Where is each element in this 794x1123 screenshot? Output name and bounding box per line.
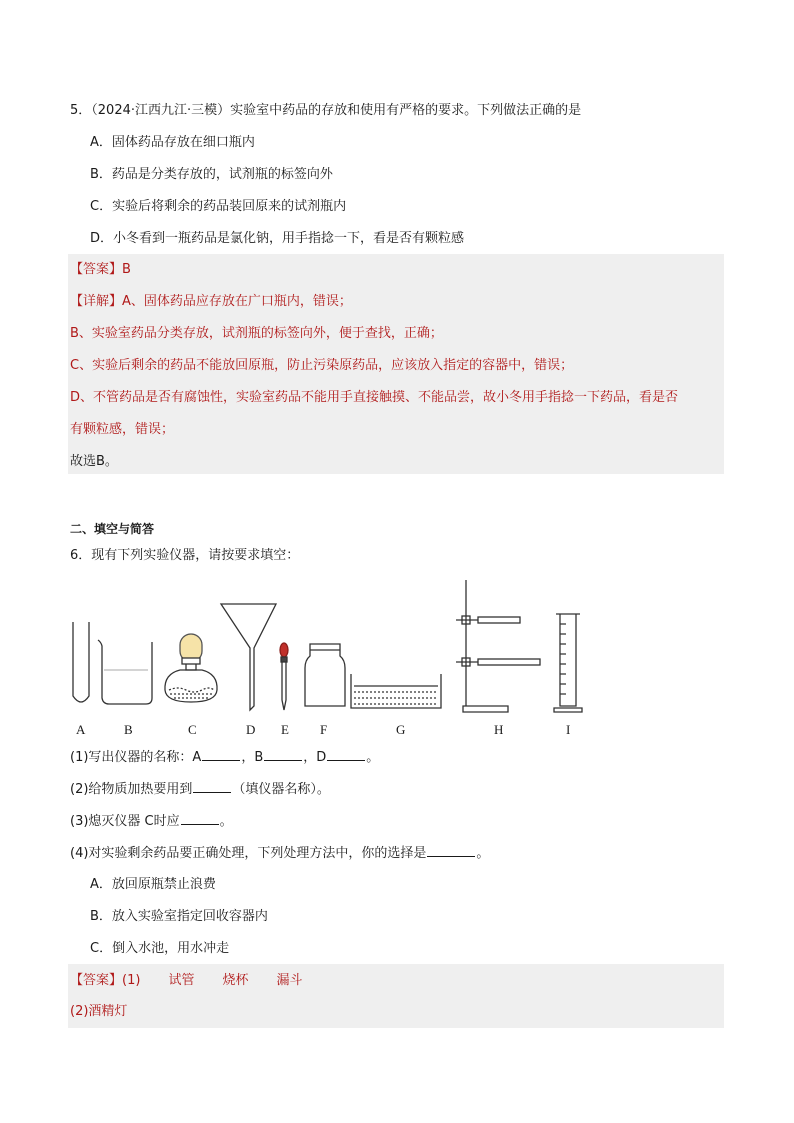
apparatus-figure: [68, 574, 588, 744]
blank-b[interactable]: [264, 748, 302, 761]
q6-sub4: [70, 844, 489, 864]
sub2-text-a: (2)给物质加热要用到: [70, 782, 193, 797]
answer-tag: 【答案】: [70, 262, 123, 277]
figure-label-a: A: [76, 722, 86, 737]
q5-detail-line-4: D、不管药品是否有腐蚀性，实验室药品不能用手直接触摸、不能品尝，故小冬用手指捻一下药品，看是否: [70, 390, 679, 405]
figure-label-f: F: [320, 722, 328, 737]
alcohol-lamp-icon: [165, 634, 217, 702]
q5-detail-line-5: 有颗粒感，错误；: [70, 422, 175, 437]
figure-label-c: C: [188, 722, 197, 737]
q5-option-c: C．实验后将剩余的药品装回原来的试剂瓶内: [90, 199, 347, 214]
blank-heating[interactable]: [193, 780, 231, 793]
figure-label-g: G: [396, 722, 406, 737]
q5-option-d: D．小冬看到一瓶药品是氯化钠，用手指捻一下，看是否有颗粒感: [90, 231, 465, 246]
sub1-text-a: (1)写出仪器的名称：A: [70, 750, 202, 765]
blank-choice[interactable]: [427, 844, 475, 857]
q6-answer-2: (2)酒精灯: [70, 1004, 128, 1019]
sub1-text-c: ，D: [303, 750, 327, 765]
sub4-end: 。: [476, 846, 490, 861]
sub1-text-b: ，B: [241, 750, 264, 765]
detail-text: A、固体药品应存放在广口瓶内，错误；: [122, 294, 352, 309]
answer-item: 烧杯: [222, 973, 249, 988]
q5-detail-line-3: C、实验后剩余的药品不能放回原瓶，防止污染原药品，应该放入指定的容器中，错误；: [70, 358, 574, 373]
answer-item: 试管: [168, 973, 195, 988]
q6-option-c: C．倒入水池，用水冲走: [90, 941, 230, 956]
figure-label-b: B: [124, 722, 133, 737]
q5-detail-line-1: [70, 292, 352, 312]
q5-answer: [70, 260, 131, 280]
water-trough-icon: [351, 674, 441, 708]
q5-option-a: A．固体药品存放在细口瓶内: [90, 135, 255, 150]
sub3-text-a: (3)熄灭仪器 C时应: [70, 814, 180, 829]
q5-option-b: B．药品是分类存放的，试剂瓶的标签向外: [90, 167, 333, 182]
sub4-text-a: (4)对实验剩余药品要正确处理，下列处理方法中，你的选择是: [70, 846, 427, 861]
detail-tag: 【详解】: [70, 294, 123, 309]
figure-label-h: H: [494, 722, 504, 737]
blank-d[interactable]: [327, 748, 365, 761]
q6-option-b: B．放入实验室指定回收容器内: [90, 909, 268, 924]
q5-conclusion: 故选B。: [70, 454, 118, 469]
graduated-cylinder-icon: [554, 614, 582, 712]
iron-stand-icon: [456, 580, 540, 712]
test-tube-icon: [73, 622, 89, 702]
funnel-icon: [221, 604, 276, 710]
q6-sub2: [70, 780, 330, 800]
sub3-end: 。: [219, 814, 233, 829]
dropper-icon: [280, 643, 288, 710]
sub2-text-b: （填仪器名称）。: [232, 782, 330, 797]
q6-sub1: [70, 748, 379, 768]
blank-a[interactable]: [202, 748, 240, 761]
figure-label-d: D: [246, 722, 256, 737]
q6-stem: 6．现有下列实验仪器，请按要求填空：: [70, 548, 300, 563]
beaker-icon: [98, 640, 152, 704]
q5-detail-line-2: B、实验室药品分类存放，试剂瓶的标签向外，便于查找，正确；: [70, 326, 443, 341]
reagent-bottle-icon: [305, 644, 345, 706]
q5-stem: 5．（2024·江西九江·三模）实验室中药品的存放和使用有严格的要求。下列做法正确的是: [70, 103, 582, 118]
q6-sub3: [70, 812, 233, 832]
figure-label-e: E: [281, 722, 289, 737]
answer-part-1: (1): [122, 973, 141, 988]
figure-label-i: I: [566, 722, 571, 737]
blank-extinguish[interactable]: [181, 812, 219, 825]
section-title: 二、填空与简答: [70, 522, 155, 536]
answer-value: B: [122, 262, 131, 277]
answer-item: 漏斗: [276, 973, 303, 988]
sub1-end: 。: [366, 750, 380, 765]
q6-answer-1: [70, 971, 302, 991]
q6-option-a: A．放回原瓶禁止浪费: [90, 877, 216, 892]
answer-tag: 【答案】: [70, 973, 123, 988]
